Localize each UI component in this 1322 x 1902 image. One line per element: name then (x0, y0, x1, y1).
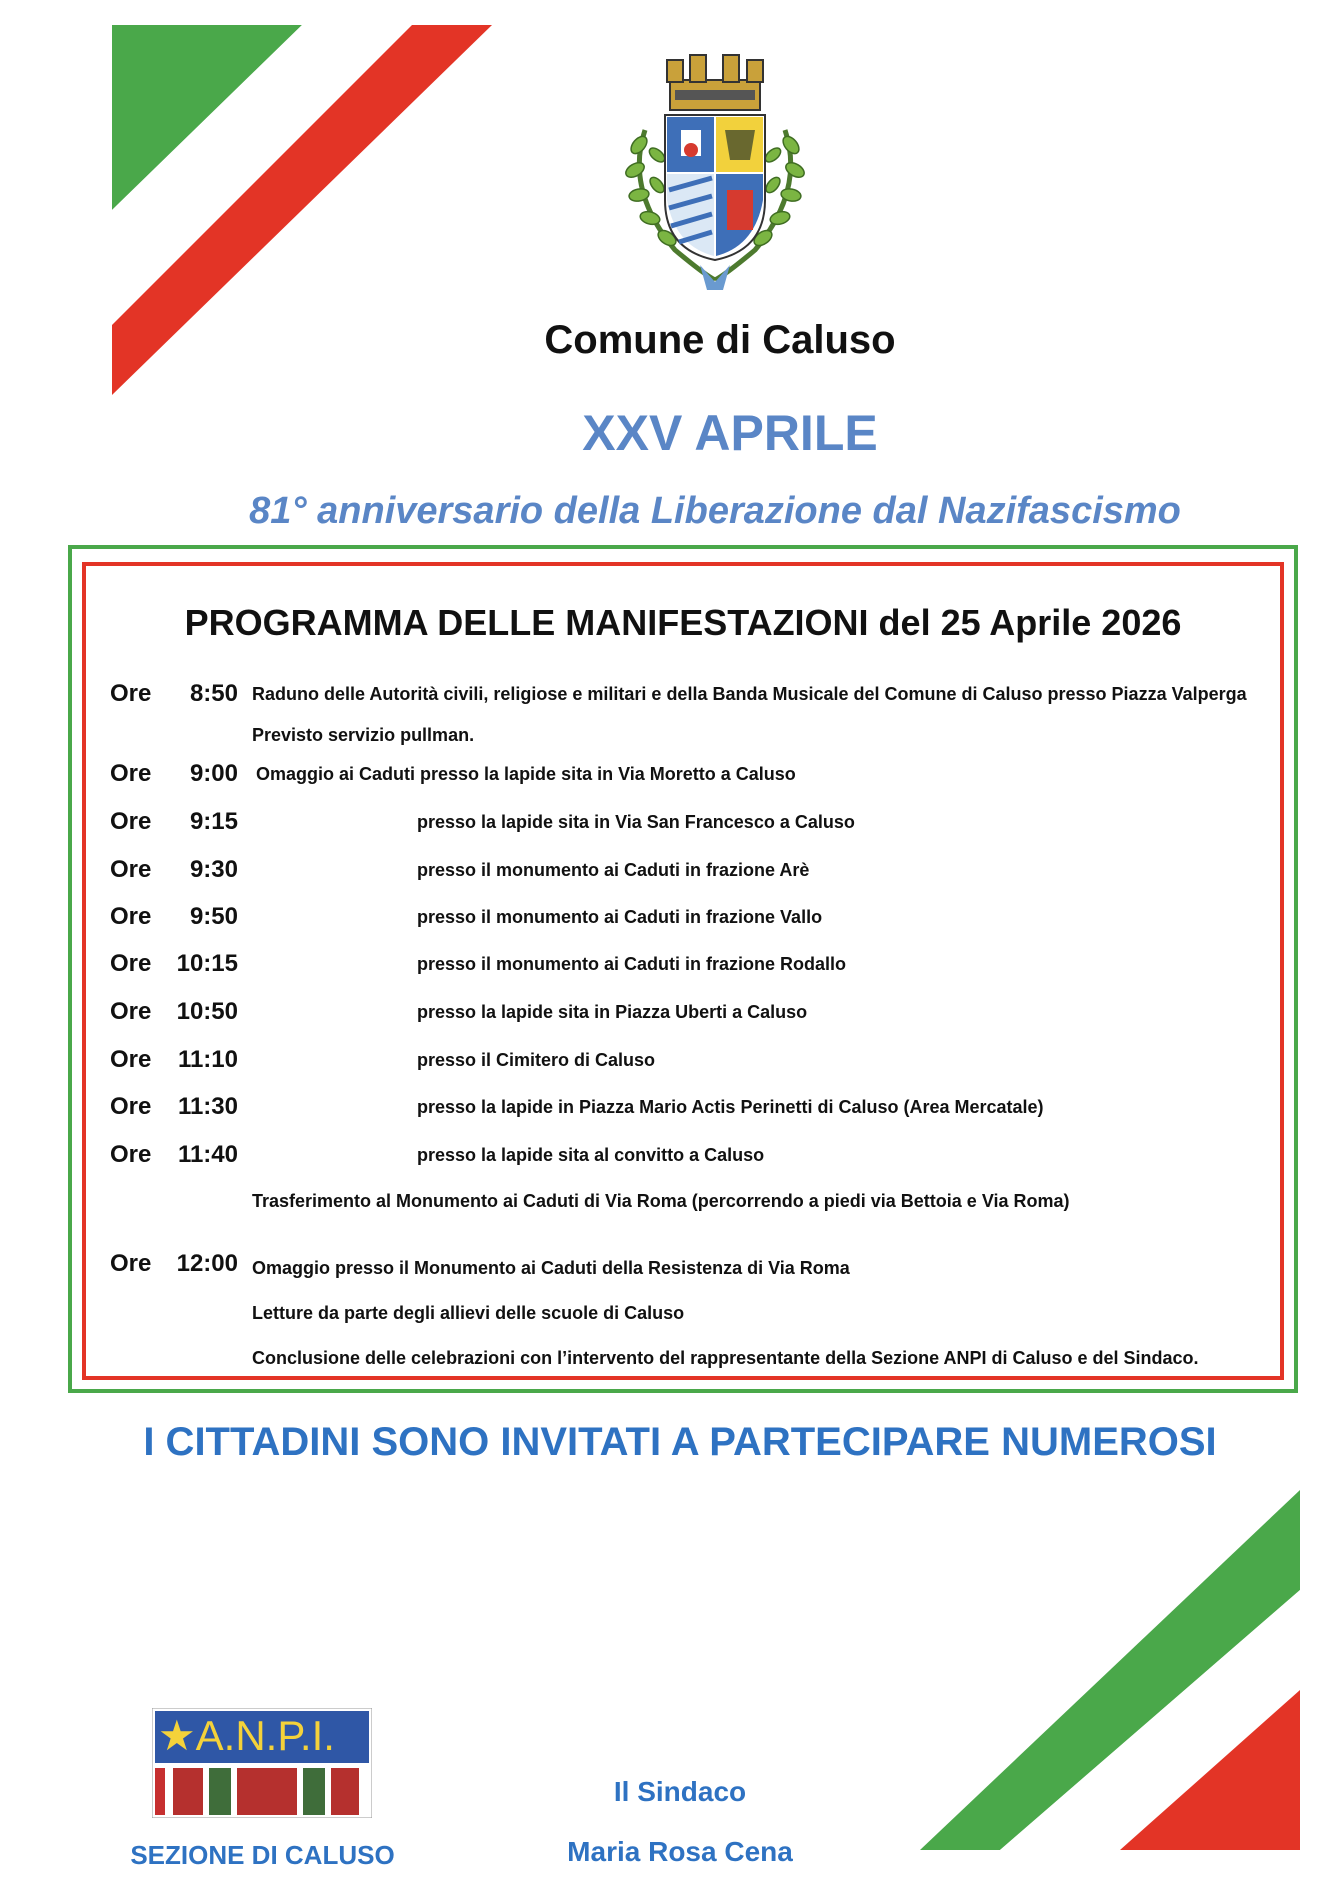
ore-label: Ore (110, 950, 152, 977)
event-time: 11:30 (177, 1093, 238, 1120)
schedule-row (110, 856, 1280, 896)
event-description: Raduno delle Autorità civili, religiose e militari e della Banda Musicale del Comune di Caluso presso Piazza Valperga (252, 684, 1247, 704)
event-description: presso il Cimitero di Caluso (417, 1050, 656, 1070)
invitation-banner: I CITTADINI SONO INVITATI A PARTECIPARE NUMEROSI (143, 1420, 1217, 1464)
final-event-line: Conclusione delle celebrazioni con l’intervento del rappresentante della Sezione ANPI di Caluso e del Sindaco. (252, 1348, 1199, 1368)
event-time: 9:50 (189, 903, 238, 930)
event-time: 9:30 (189, 856, 238, 883)
final-event-line: Letture da parte degli allievi delle scuole di Caluso (252, 1303, 685, 1323)
schedule-row (110, 680, 1280, 720)
event-time: 10:15 (176, 950, 238, 977)
program-title: PROGRAMMA DELLE MANIFESTAZIONI del 25 Aprile 2026 (184, 602, 1182, 643)
ore-label: Ore (110, 1250, 152, 1277)
event-description: presso la lapide sita al convitto a Caluso (417, 1145, 765, 1165)
event-description: presso il monumento ai Caduti in frazione Rodallo (417, 954, 847, 974)
schedule-row (110, 998, 1280, 1038)
page-title: XXV APRILE (582, 405, 878, 461)
mayor-name: Maria Rosa Cena (567, 1836, 793, 1867)
event-time: 9:15 (189, 808, 238, 835)
transfer-note: Trasferimento al Monumento ai Caduti di Via Roma (percorrendo a piedi via Bettoia e Via Roma) (252, 1191, 1070, 1211)
anpi-logo (152, 1708, 372, 1818)
ore-label: Ore (110, 903, 152, 930)
event-description: presso la lapide sita in Via San Francesco a Caluso (417, 812, 855, 832)
ore-label: Ore (110, 680, 152, 707)
caluso-coat-of-arms (605, 50, 825, 290)
event-description: presso il monumento ai Caduti in frazione Vallo (417, 907, 823, 927)
ore-label: Ore (110, 760, 152, 787)
event-time: 10:50 (176, 998, 238, 1025)
italian-flag-ribbon-bottom-right (920, 1490, 1300, 1850)
event-time: 11:40 (177, 1141, 238, 1168)
event-time: 8:50 (189, 680, 238, 707)
mayor-title: Il Sindaco (613, 1776, 747, 1807)
event-time: 12:00 (176, 1250, 238, 1277)
event-time: 11:10 (177, 1046, 238, 1073)
schedule-row (110, 903, 1280, 943)
event-note: Previsto servizio pullman. (252, 725, 475, 745)
schedule-row (110, 950, 1280, 990)
event-description: presso il monumento ai Caduti in frazione Arè (417, 860, 810, 880)
municipality-name: Comune di Caluso (544, 318, 896, 362)
schedule-row (110, 1046, 1280, 1086)
event-description: Omaggio ai Caduti presso la lapide sita in Via Moretto a Caluso (256, 764, 796, 784)
schedule-row (110, 1141, 1280, 1181)
ore-label: Ore (110, 1046, 152, 1073)
event-description: presso la lapide in Piazza Mario Actis Perinetti di Caluso (Area Mercatale) (417, 1097, 1044, 1117)
schedule-row (110, 1093, 1280, 1133)
anpi-logo-text: ★A.N.P.I. (158, 1712, 335, 1759)
anpi-section-label: SEZIONE DI CALUSO (130, 1840, 395, 1870)
page-subtitle: 81° anniversario della Liberazione dal Nazifascismo (249, 490, 1181, 532)
schedule-row (110, 808, 1280, 848)
event-description: presso la lapide sita in Piazza Uberti a Caluso (417, 1002, 808, 1022)
ore-label: Ore (110, 856, 152, 883)
italian-flag-ribbon-top-left (112, 25, 492, 395)
ore-label: Ore (110, 1093, 152, 1120)
final-event-line: Omaggio presso il Monumento ai Caduti della Resistenza di Via Roma (252, 1258, 850, 1278)
ore-label: Ore (110, 998, 152, 1025)
ore-label: Ore (110, 808, 152, 835)
event-time: 9:00 (189, 760, 238, 787)
ore-label: Ore (110, 1141, 152, 1168)
schedule-row (110, 760, 1280, 800)
